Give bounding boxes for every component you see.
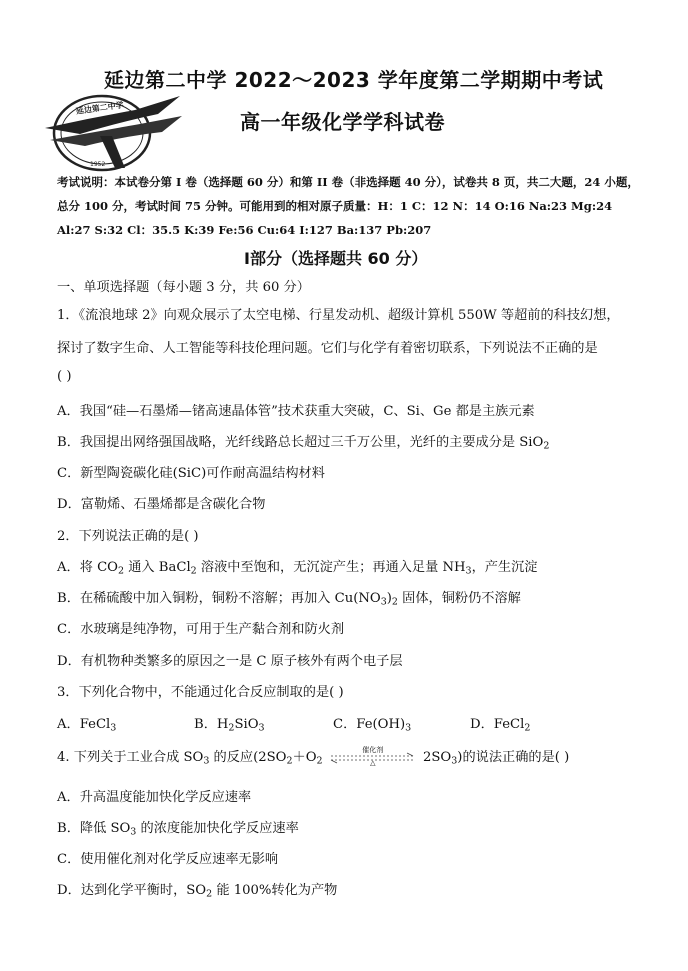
q2-option-c: C．水玻璃是纯净物，可用于生产黏合剂和防火剂 [57,622,345,637]
q3-option-a: A．FeCl$_3$ [57,717,117,734]
instructions-line3: Al:27 S:32 Cl：35.5 K:39 Fe:56 Cu:64 I:127 Ba:137 Pb:207 [57,223,432,237]
logo-text: 延边第二中学 [75,100,125,116]
q3-option-c: C．$Fe(OH)_3$ [333,717,412,734]
q4-option-c: C．使用催化剂对化学反应速率无影响 [57,852,279,867]
q2-option-a: A．将 $CO_2$ 通入 BaCl$_2$ 溶液中至饱和，无沉淀产生；再通入足量 $NH_3$，产生沉淀 [57,560,538,577]
school-title: 延边第二中学 2022～2023 学年度第二学期期中考试 [104,68,604,92]
q1-option-a: A．我国“硅—石墨烯—锗高速晶体管”技术获重大突破，C、Si、Ge 都是主族元素 [57,404,535,419]
q2-option-b: B．在稀硫酸中加入铜粉，铜粉不溶解；再加入 $Cu(NO_3)_2$ 固体，铜粉仍不溶解 [57,591,521,608]
q4-option-d: D．达到化学平衡时，$SO_2$ 能 100%转化为产物 [57,883,338,900]
q1-option-b: B．我国提出网络强国战略，光纤线路总长超过三千万公里，光纤的主要成分是 SiO$_2$ [57,435,550,452]
q2-stem: 2．下列说法正确的是( ) [57,529,199,544]
exam-title: 高一年级化学学科试卷 [240,110,445,134]
q1-option-d: D．富勒烯、石墨烯都是含碳化合物 [57,497,266,512]
q4-option-a: A．升高温度能加快化学反应速率 [57,790,252,805]
equilibrium-arrow-icon: 催化剂 △ [327,749,419,767]
q4-stem: 4. 下列关于工业合成 $SO_3$ 的反应($2SO_2+O_2$ 催化剂 △ $2SO_3$)的说法正确的是( ) [57,745,570,767]
instructions-line1: 考试说明：本试卷分第 I 卷（选择题 60 分）和第 II 卷（非选择题 40 分），试卷共 8 页，共二大题，24 小题， [57,175,639,189]
q1-answer-paren: ( ) [57,369,72,384]
instructions-line2: 总分 100 分，考试时间 75 分钟。可能用到的相对原子质量：H：1 C：12 N：14 O:16 Na:23 Mg:24 [57,199,613,213]
q3-option-d: D．FeCl$_2$ [470,717,531,734]
logo-year: 1952 [90,161,106,168]
q3-option-b: B．$H_2SiO_3$ [194,717,265,734]
section-title: Ⅰ部分（选择题共 60 分） [244,249,428,268]
school-logo [40,88,185,178]
section-subtitle: 一、单项选择题（每小题 3 分，共 60 分） [57,280,310,295]
q1-stem-line2: 探讨了数字生命、人工智能等科技伦理问题。它们与化学有着密切联系，下列说法不正确的是 [57,341,598,356]
q3-stem: 3．下列化合物中，不能通过化合反应制取的是( ) [57,685,344,700]
q1-stem-line1: 1．《流浪地球 2》向观众展示了太空电梯、行星发动机、超级计算机 550W 等超前的科技幻想， [57,308,620,323]
q1-option-c: C．新型陶瓷碳化硅(SiC)可作耐高温结构材料 [57,466,325,481]
q2-option-d: D．有机物种类繁多的原因之一是 C 原子核外有两个电子层 [57,654,403,669]
q4-option-b: B．降低 $SO_3$ 的浓度能加快化学反应速率 [57,821,299,838]
